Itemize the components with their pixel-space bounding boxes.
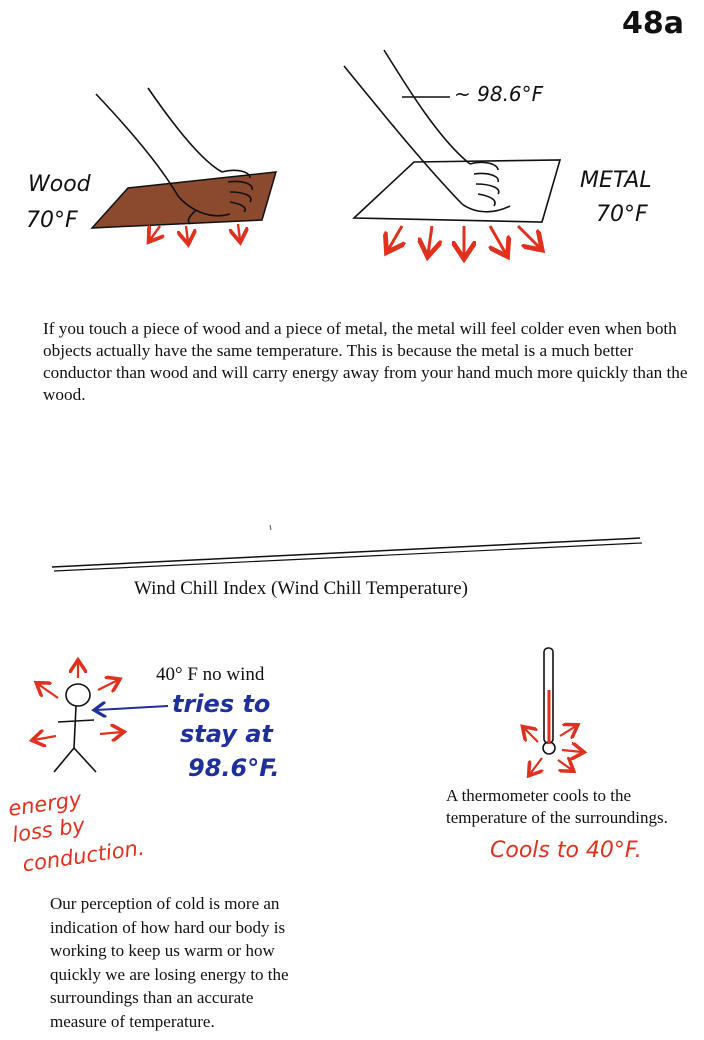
hand-temperature-label: ~ 98.6°F: [454, 82, 544, 106]
perception-line: surroundings than an accurate: [50, 988, 254, 1007]
wood-label: Wood: [28, 172, 91, 197]
perception-line: Our perception of cold is more an: [50, 894, 280, 913]
wood-temperature: 70°F: [26, 208, 78, 233]
conduction-paragraph: If you touch a piece of wood and a piece of metal, the metal will feel colder even when both objects actually have the same temperature. This is because the metal is a much better conductor than wood and will carry energy away from your hand much more quickly than the wood.: [43, 319, 688, 404]
divider: [52, 538, 640, 567]
metal-label: METAL: [580, 168, 652, 193]
thermometer-icon: [543, 648, 555, 754]
tries-note-line-3: 98.6°F.: [188, 754, 280, 782]
energy-note-line-2: loss by: [10, 813, 87, 847]
section-heading: Wind Chill Index (Wind Chill Temperature): [134, 578, 468, 599]
perception-line: indication of how hard our body is: [50, 917, 286, 937]
perception-line: working to keep us warm or how: [50, 941, 275, 960]
thermometer-caption-line-1: A thermometer cools to the: [446, 786, 632, 805]
metal-sheet-icon: [354, 160, 560, 222]
energy-note-line-1: energy: [6, 786, 83, 822]
stick-figure-icon: [54, 684, 96, 772]
perception-line: measure of temperature.: [50, 1011, 215, 1031]
hand-icon: [344, 50, 510, 212]
cools-note: Cools to 40°F.: [490, 838, 642, 863]
tries-note-line-2: stay at: [180, 720, 273, 748]
thermometer-caption-line-2: temperature of the surroundings.: [446, 808, 668, 827]
perception-line: quickly we are losing energy to the: [50, 964, 289, 984]
energy-note-line-3: conduction.: [20, 835, 146, 877]
page-number: 48a: [622, 6, 684, 41]
metal-temperature: 70°F: [596, 202, 648, 227]
no-wind-label: 40° F no wind: [156, 664, 265, 685]
wood-block-icon: [92, 172, 276, 228]
tries-note-line-1: tries to: [172, 690, 271, 718]
perception-paragraph: [50, 892, 289, 1033]
